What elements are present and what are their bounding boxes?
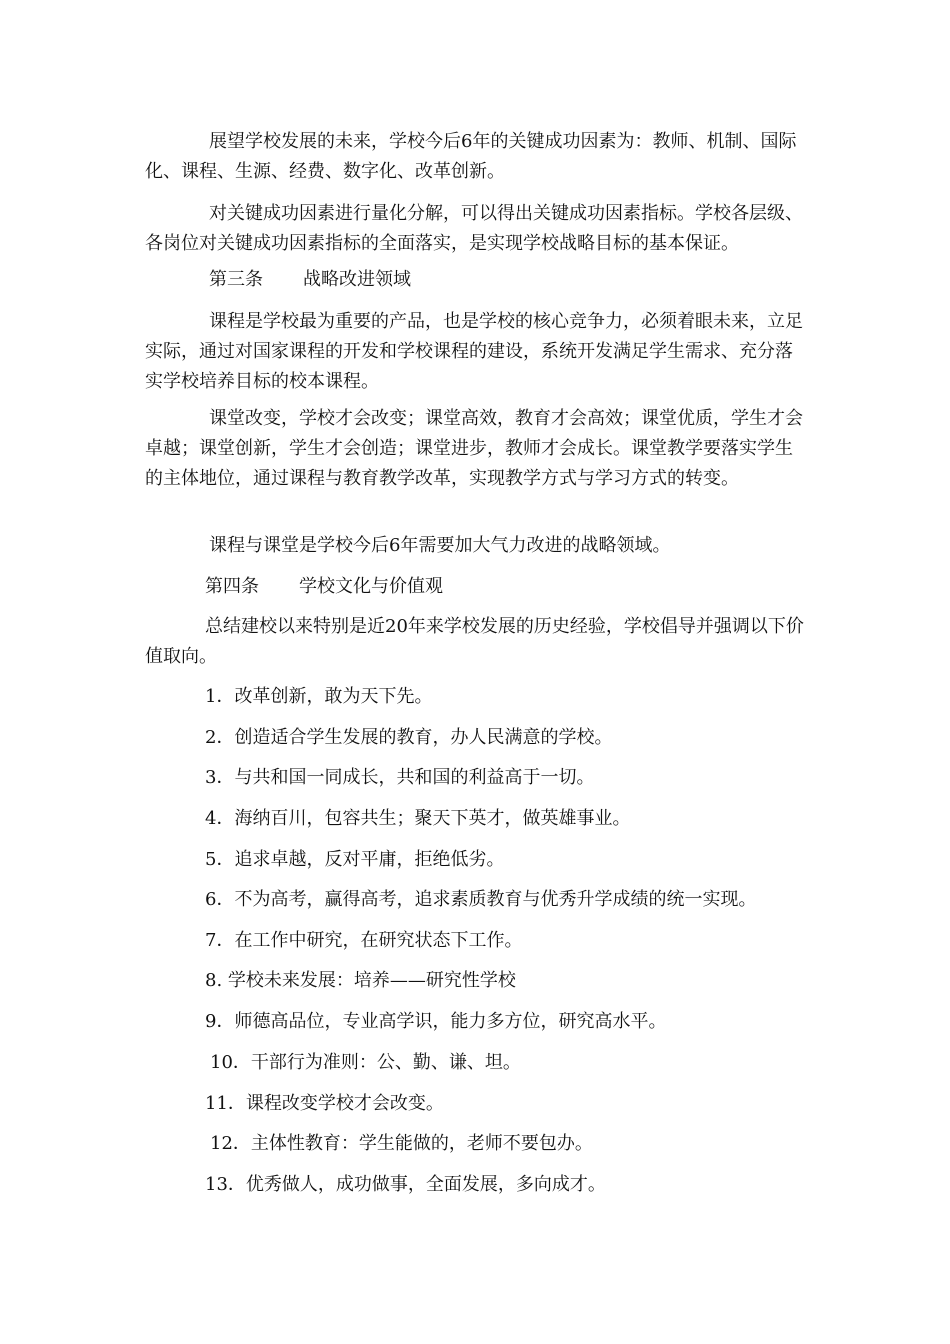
value-item: 1．改革创新，敢为天下先。 — [205, 686, 433, 707]
value-item: 9．师德高品位，专业高学识，能力多方位，研究高水平。 — [205, 1011, 667, 1032]
article-4-heading — [205, 575, 443, 599]
value-item: 8. 学校未来发展：培养——研究性学校 — [205, 970, 516, 991]
article-3-heading — [209, 268, 411, 292]
value-item: 12．主体性教育：学生能做的，老师不要包办。 — [210, 1133, 593, 1154]
value-item: 3．与共和国一同成长，共和国的利益高于一切。 — [205, 767, 595, 788]
value-item: 10．干部行为准则：公、勤、谦、坦。 — [210, 1052, 521, 1073]
article-3-title: 战略改进领域 — [303, 269, 411, 290]
paragraph-strategic-field: 课程与课堂是学校今后6年需要加大气力改进的战略领域。 — [209, 535, 671, 556]
value-item: 7．在工作中研究，在研究状态下工作。 — [205, 930, 523, 951]
article-3-number: 第三条 — [209, 269, 263, 290]
value-item: 6．不为高考，赢得高考，追求素质教育与优秀升学成绩的统一实现。 — [205, 889, 757, 910]
article-4-number: 第四条 — [205, 576, 259, 597]
paragraph-key-success-factors: 展望学校发展的未来，学校今后6年的关键成功因素为：教师、机制、国际化、课程、生源、经费、数字化、改革创新。 — [145, 131, 797, 182]
value-item: 2．创造适合学生发展的教育，办人民满意的学校。 — [205, 727, 613, 748]
value-item: 13．优秀做人，成功做事，全面发展，多向成才。 — [205, 1174, 606, 1195]
paragraph-factor-indicators: 对关键成功因素进行量化分解，可以得出关键成功因素指标。学校各层级、各岗位对关键成功因素指标的全面落实，是实现学校战略目标的基本保证。 — [145, 203, 803, 254]
paragraph-curriculum: 课程是学校最为重要的产品，也是学校的核心竞争力，必须着眼未来，立足实际，通过对国家课程的开发和学校课程的建设，系统开发满足学生需求、充分落实学校培养目标的校本课程。 — [145, 311, 803, 392]
value-item: 4．海纳百川，包容共生；聚天下英才，做英雄事业。 — [205, 808, 631, 829]
value-item: 5．追求卓越，反对平庸，拒绝低劣。 — [205, 849, 505, 870]
article-4-title: 学校文化与价值观 — [299, 576, 443, 597]
paragraph-values-intro: 总结建校以来特别是近20年来学校发展的历史经验，学校倡导并强调以下价值取向。 — [145, 616, 804, 667]
value-item: 11．课程改变学校才会改变。 — [205, 1093, 444, 1114]
paragraph-classroom: 课堂改变，学校才会改变；课堂高效，教育才会高效；课堂优质，学生才会卓越；课堂创新，学生才会创造；课堂进步，教师才会成长。课堂教学要落实学生的主体地位，通过课程与教育教学改革，实现教学方式与学习方式的转变。 — [145, 408, 803, 489]
